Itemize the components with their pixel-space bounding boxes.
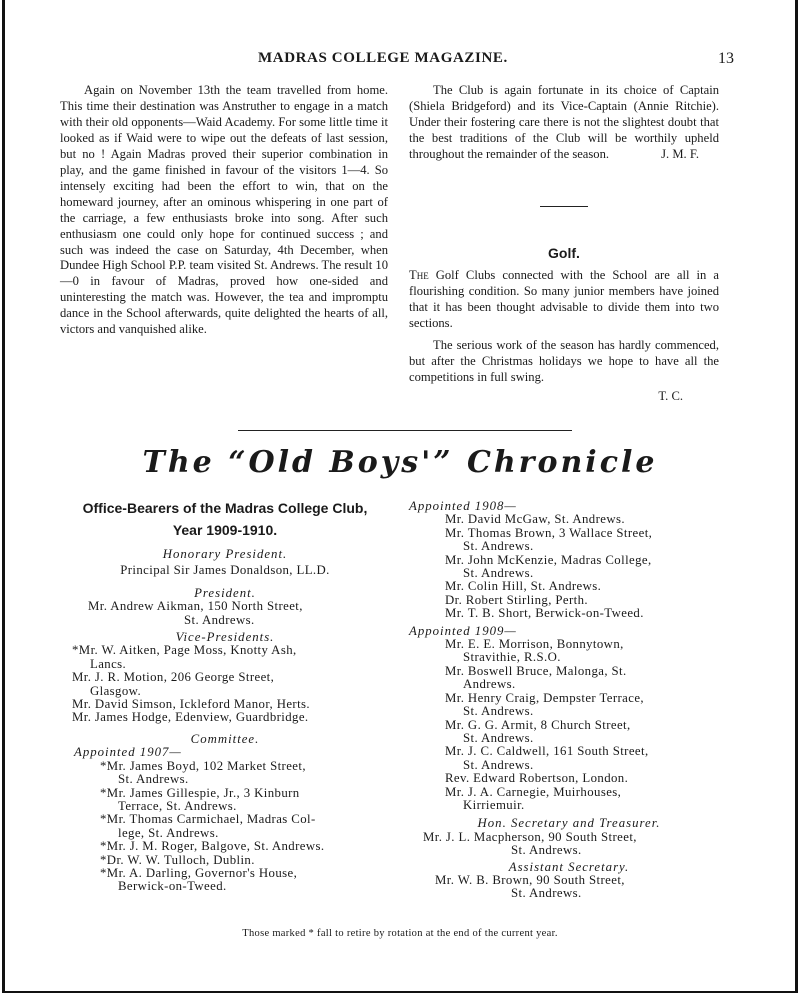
list-item: *Mr. James Gillespie, Jr., 3 Kinburn Terrace, St. Andrews. (100, 785, 300, 813)
committee-1908 (409, 513, 729, 620)
appointed-1908: Appointed 1908— (409, 499, 517, 513)
vice-presidents (60, 644, 390, 724)
list-item: Mr. John McKenzie, Madras College, St. Andrews. (445, 552, 652, 581)
office-bearers-right (409, 500, 729, 901)
list-item: Mr. J. R. Motion, 206 George Street, Glasgow. (72, 670, 275, 698)
golf-heading: Golf. (548, 245, 580, 261)
list-item: Mr. Boswell Bruce, Malonga, St. Andrews. (445, 663, 627, 692)
list-item: Mr. Colin Hill, St. Andrews. (445, 579, 602, 594)
footnote: Those marked * fall to retire by rotation at the end of the current year. (242, 928, 558, 939)
list-item: Mr. G. G. Armit, 8 Church Street, St. Andrews. (445, 717, 631, 745)
hockey-report-left (60, 83, 388, 338)
list-item: Mr. David McGaw, St. Andrews. (445, 512, 625, 527)
president: Mr. Andrew Aikman, 150 North Street, St. Andrews. (88, 599, 303, 627)
club-report-right (409, 83, 719, 163)
list-item: Mr. J. C. Caldwell, 161 South Street, St. Andrews. (445, 744, 649, 772)
section-label: Assistant Secretary. (508, 859, 630, 874)
appointed-1909: Appointed 1909— (409, 623, 517, 638)
list-item: *Mr. W. Aitken, Page Moss, Knotty Ash, Lancs. (72, 643, 297, 671)
list-item: Dr. Robert Stirling, Perth. (445, 592, 589, 607)
office-bearers-title: Office-Bearers of the Madras College Club, Year 1909-1910. (82, 500, 368, 538)
list-item: Mr. J. A. Carnegie, Muirhouses, Kirriemuir. (445, 784, 622, 812)
committee-1909 (409, 638, 729, 812)
office-bearers-left (60, 548, 390, 894)
section-label: Vice-Presidents. (175, 630, 275, 645)
list-item: Rev. Edward Robertson, London. (445, 771, 629, 786)
paragraph: The serious work of the season has hardly commenced, but after the Christmas holidays we hope to have all the competitions in full swing. (409, 337, 719, 384)
paragraph: The Golf Clubs connected with the School are all in a flourishing condition. So many junior members have joined that it has been thought advisable to divide them into two sections. (409, 268, 719, 330)
page-number: 13 (718, 50, 734, 67)
list-item: *Mr. Thomas Carmichael, Madras Col- lege, St. Andrews. (100, 812, 316, 840)
section-divider (540, 206, 588, 207)
committee-1907 (60, 760, 390, 894)
section-label: President. (194, 585, 256, 600)
section-label: Honorary President. (162, 547, 288, 561)
list-item: *Mr. James Boyd, 102 Market Street, St. Andrews. (100, 758, 306, 787)
section-label: Hon. Secretary and Treasurer. (477, 816, 661, 831)
list-item: *Dr. W. W. Tulloch, Dublin. (100, 852, 255, 867)
golf-report (409, 268, 719, 405)
list-item: *Mr. J. M. Roger, Balgove, St. Andrews. (100, 839, 325, 854)
section-label: Committee. (190, 731, 260, 746)
signature: T. C. (658, 388, 683, 403)
magazine-header: MADRAS COLLEGE MAGAZINE. (258, 50, 508, 66)
paragraph: Again on November 13th the team travelled from home. This time their destination was Anstruther to engage in a match with their old opponents—Waid Academy. For some little time it looked as if Waid were to wipe out the defeats of last session, but no ! Again Madras proved their superior combination in play, and the game finished in favour of the visitors 1—4. So intensely exciting had been the effort to win, that on the homeward journey, after an ominous whispering in one part of the carriage, a few enthusiasts broke into song. After such enthusiasm one could only hope for continued success ; and such was indeed the case on Saturday, 4th December, when Dundee High School P.P. team visited St. Andrews. The result 10—0 in favour of Madras, proved how one-sided and uninteresting the match was. However, the tea and impromptu dance in the School afterwards, quite delighted the hearts of all, victors and vanquished alike. (60, 83, 388, 337)
list-item: Mr. T. B. Short, Berwick-on-Tweed. (445, 606, 644, 621)
chronicle-title: The “Old Boys'” Chronicle (142, 445, 658, 480)
list-item: Mr. Thomas Brown, 3 Wallace Street, St. Andrews. (445, 525, 653, 554)
appointed-1907: Appointed 1907— (74, 745, 182, 760)
list-item: Mr. Henry Craig, Dempster Terrace, St. Andrews. (445, 690, 645, 719)
assistant-secretary: Mr. W. B. Brown, 90 South Street, St. Andrews. (435, 872, 625, 901)
hon-secretary: Mr. J. L. Macpherson, 90 South Street, St. Andrews. (423, 829, 637, 858)
honorary-president: Principal Sir James Donaldson, LL.D. (120, 563, 330, 578)
paragraph: The Club is again fortunate in its choice of Captain (Shiela Bridgeford) and its Vice-Captain (Annie Ritchie). Under their fostering care there is not the slightest doubt that the best traditions of the Club will be worthily upheld throughout the remainder of the season. J. M. F. (409, 83, 719, 161)
list-item: Mr. E. E. Morrison, Bonnytown, Stravithie, R.S.O. (445, 637, 624, 665)
list-item: *Mr. A. Darling, Governor's House, Berwick-on-Tweed. (100, 865, 298, 894)
signature: J. M. F. (661, 146, 699, 161)
list-item: Mr. David Simson, Ickleford Manor, Herts. (72, 697, 311, 712)
chronicle-rule (238, 430, 572, 431)
list-item: Mr. James Hodge, Edenview, Guardbridge. (72, 710, 309, 725)
